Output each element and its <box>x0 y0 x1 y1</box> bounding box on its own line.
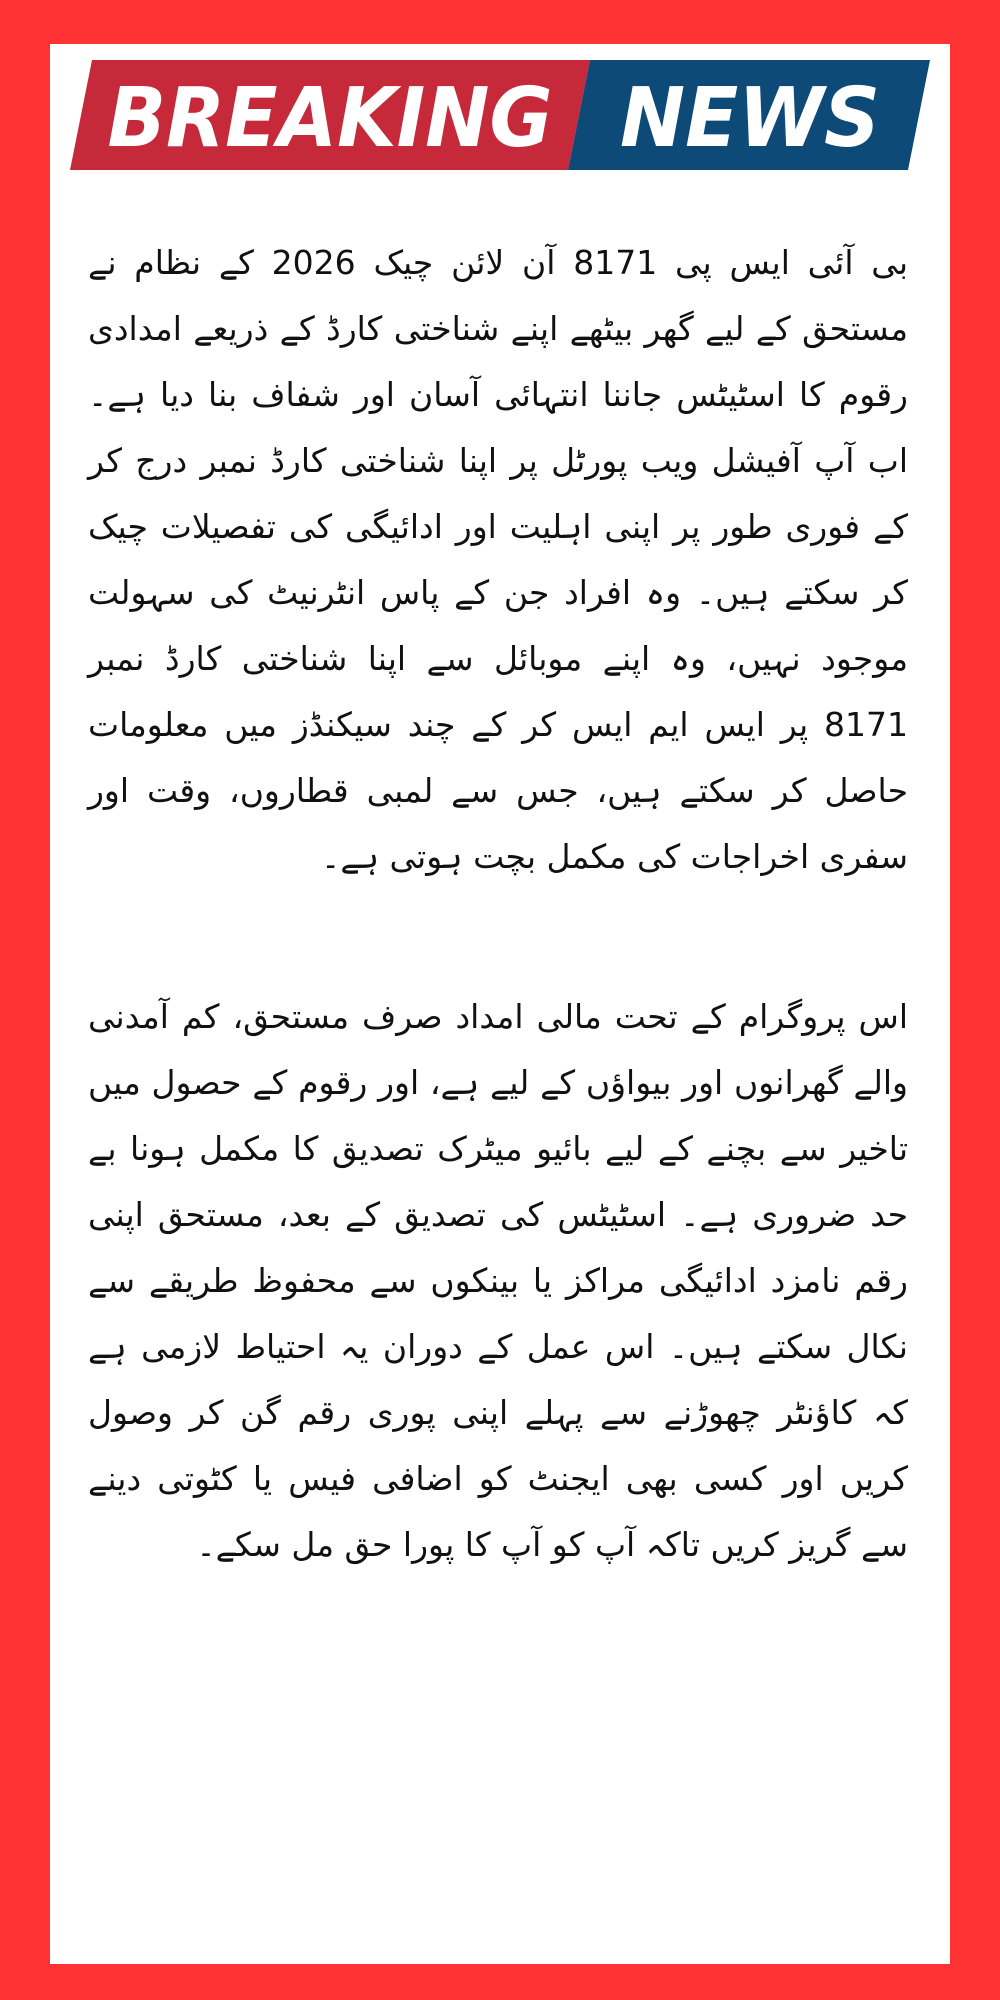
paragraph-spacer <box>88 890 908 984</box>
banner-graphic <box>70 60 930 170</box>
banner-word-breaking: BREAKING <box>107 71 553 166</box>
article-paragraph-1: بی آئی ایس پی 8171 آن لائن چیک 2026 کے نظام نے مستحق کے لیے گھر بیٹھے اپنے شناختی کارڈ کے ذریعے امدادی رقوم کا اسٹیٹس جاننا انتہائی آسان اور شفاف بنا دیا ہے۔ اب آپ آفیشل ویب پورٹل پر اپنا شناختی کارڈ نمبر درج کر کے فوری طور پر اپنی اہلیت اور ادائیگی کی تفصیلات چیک کر سکتے ہیں۔ وہ افراد جن کے پاس انٹرنیٹ کی سہولت موجود نہیں، وہ اپنے موبائل سے اپنا شناختی کارڈ نمبر 8171 پر ایس ایم ایس کر کے چند سیکنڈز میں معلومات حاصل کر سکتے ہیں، جس سے لمبی قطاروں، وقت اور سفری اخراجات کی مکمل بچت ہوتی ہے۔ <box>88 243 909 876</box>
breaking-news-banner <box>70 60 930 170</box>
article-paragraph-2: اس پروگرام کے تحت مالی امداد صرف مستحق، کم آمدنی والے گھرانوں اور بیواؤں کے لیے ہے، اور رقوم کے حصول میں تاخیر سے بچنے کے لیے بائیو میٹرک تصدیق کا مکمل ہونا بے حد ضروری ہے۔ اسٹیٹس کی تصدیق کے بعد، مستحق اپنی رقم نامزد ادائیگی مراکز یا بینکوں سے محفوظ طریقے سے نکال سکتے ہیں۔ اس عمل کے دوران یہ احتیاط لازمی ہے کہ کاؤنٹر چھوڑنے سے پہلے اپنی پوری رقم گن کر وصول کریں اور کسی بھی ایجنٹ کو اضافی فیس یا کٹوتی دینے سے گریز کریں تاکہ آپ کو آپ کا پورا حق مل سکے۔ <box>88 997 908 1564</box>
banner-word-news: NEWS <box>620 71 880 166</box>
article-body <box>88 230 908 1578</box>
